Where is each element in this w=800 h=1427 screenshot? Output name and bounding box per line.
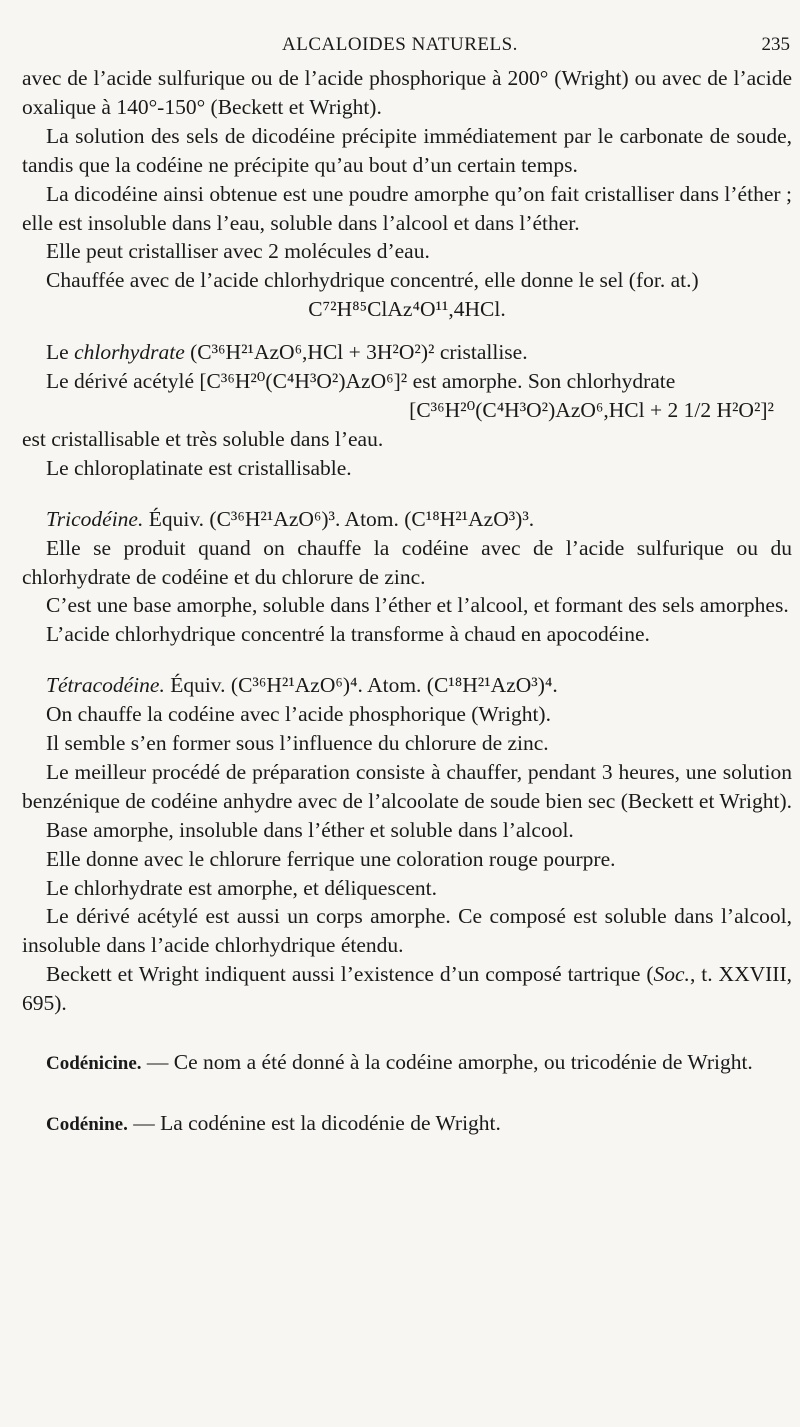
text: Le dérivé acétylé est aussi un corps amorphe. Ce composé est soluble dans l’alcool, insoluble dans l’acide chlorhydrique étendu. (22, 904, 792, 958)
paragraph (22, 960, 792, 1018)
text: La dicodéine ainsi obtenue est une poudre amorphe qu’on fait cristalliser dans l’éther ; elle est insoluble dans l’eau, soluble dans l’alcool et dans l’éther. (22, 181, 792, 235)
spacer (22, 1018, 792, 1048)
text: Le dérivé acétylé [C³⁶H²⁰(C⁴H³O²)AzO⁶]² est amorphe. Son chlorhydrate (46, 369, 676, 394)
paragraph (22, 671, 792, 700)
paragraph (22, 845, 792, 874)
paragraph (22, 534, 792, 592)
paragraph (22, 816, 792, 845)
paragraph (22, 902, 792, 960)
text: On chauffe la codéine avec l’acide phosphorique (Wright). (46, 702, 551, 727)
text: Elle peut cristalliser avec 2 molécules d’eau. (46, 239, 430, 264)
text: Le chloroplatinate est cristallisable. (46, 455, 352, 480)
italic-term: Tricodéine. (46, 506, 144, 531)
text: — La codénine est la dicodénie de Wright. (127, 1111, 501, 1135)
text: (C³⁶H²¹AzO⁶,HCl + 3H²O²)² cristallise. (184, 340, 528, 365)
text: Le meilleur procédé de préparation consiste à chauffer, pendant 3 heures, une solution benzénique de codéine anhydre avec de l’alcoolate de soude bien sec (Beckett et Wright). (22, 759, 793, 813)
paragraph (22, 620, 792, 649)
text: Équiv. (C³⁶H²¹AzO⁶)³. Atom. (C¹⁸H²¹AzO³)³. (143, 506, 535, 531)
paragraph (22, 122, 792, 180)
running-head: ALCALOIDES NATURELS. (282, 34, 518, 55)
text: Il semble s’en former sous l’influence du chlorure de zinc. (46, 731, 549, 756)
page-body (22, 64, 792, 1140)
paragraph (22, 425, 792, 454)
text: Le chlorhydrate est amorphe, et déliquescent. (46, 875, 438, 900)
text: C⁷²H⁸⁵ClAz⁴O¹¹,4HCl. (308, 297, 506, 322)
paragraph (22, 180, 792, 238)
spacer (22, 649, 792, 671)
paragraph (22, 338, 792, 367)
spacer (22, 483, 792, 505)
italic-term: Tétracodéine. (46, 673, 165, 698)
paragraph (22, 874, 792, 903)
italic-term: chlorhydrate (74, 340, 185, 365)
text: Chauffée avec de l’acide chlorhydrique concentré, elle donne le sel (for. at.) (46, 268, 699, 293)
paragraph (22, 64, 792, 122)
text-lead: Le (46, 340, 75, 365)
paragraph (22, 758, 792, 816)
spacer (22, 324, 792, 338)
text: Équiv. (C³⁶H²¹AzO⁶)⁴. Atom. (C¹⁸H²¹AzO³)⁴. (164, 673, 558, 698)
text-lead: Beckett et Wright indiquent aussi l’existence d’un composé tartrique ( (46, 962, 654, 987)
text: — Ce nom a été donné à la codéine amorphe, ou tricodénie de Wright. (141, 1050, 753, 1075)
text: L’acide chlorhydrique concentré la transforme à chaud en apocodéine. (46, 622, 650, 647)
page-number: 235 (761, 34, 790, 55)
text: C’est une base amorphe, soluble dans l’éther et l’alcool, et formant des sels amorphes. (46, 593, 789, 618)
text: Base amorphe, insoluble dans l’éther et soluble dans l’alcool. (46, 817, 574, 842)
entry-heading: Codénicine. (46, 1053, 142, 1075)
paragraph (22, 237, 792, 266)
formula-line (22, 396, 792, 425)
paragraph (22, 505, 792, 534)
text: [C³⁶H²⁰(C⁴H³O²)AzO⁶,HCl + 2 1/2 H²O²]² (409, 397, 774, 422)
page-header (0, 30, 800, 60)
entry-heading: Codénine. (46, 1114, 128, 1135)
text: est cristallisable et très soluble dans l’eau. (22, 426, 384, 451)
paragraph (22, 266, 792, 295)
text: , t. XXVIII, 695). (22, 962, 792, 1016)
text: La solution des sels de dicodéine précipite immédiatement par le carbonate de soude, tandis que la codéine ne précipite qu’au bout d’un certain temps. (22, 123, 792, 177)
text: Elle donne avec le chlorure ferrique une coloration rouge pourpre. (46, 846, 616, 871)
paragraph (22, 1109, 792, 1140)
paragraph (22, 1048, 792, 1079)
spacer (22, 1079, 792, 1109)
paragraph (22, 454, 792, 483)
italic-term: Soc. (653, 962, 690, 987)
paragraph (22, 700, 792, 729)
formula-line (22, 295, 792, 324)
paragraph (22, 367, 792, 396)
text: Elle se produit quand on chauffe la codéine avec de l’acide sulfurique ou du chlorhydrate de codéine et du chlorure de zinc. (22, 535, 792, 589)
paragraph (22, 729, 792, 758)
text: avec de l’acide sulfurique ou de l’acide phosphorique à 200° (Wright) ou avec de l’acide oxalique à 140°-150° (Beckett et Wright). (22, 66, 792, 119)
paragraph (22, 591, 792, 620)
